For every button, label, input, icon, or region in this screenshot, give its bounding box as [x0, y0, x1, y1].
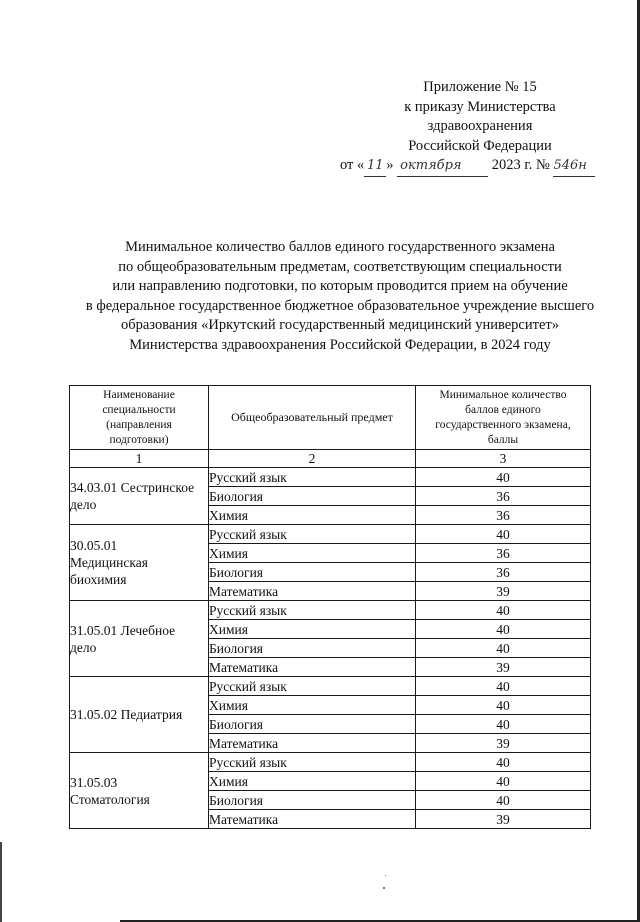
specialty-cell: 31.05.01 Лечебное дело — [70, 601, 209, 677]
header-min-score: Минимальное количество баллов единого государственного экзамена, баллы — [416, 386, 591, 450]
score-cell: 40 — [416, 468, 591, 487]
subject-cell: Биология — [209, 791, 416, 810]
subject-cell: Биология — [209, 487, 416, 506]
subject-cell: Математика — [209, 582, 416, 601]
score-cell: 40 — [416, 525, 591, 544]
date-prefix: от « — [340, 157, 365, 173]
score-cell: 40 — [416, 791, 591, 810]
appendix-federation: Российской Федерации — [408, 137, 552, 154]
column-number: 2 — [209, 450, 416, 468]
subject-cell: Русский язык — [209, 525, 416, 544]
subject-cell: Биология — [209, 715, 416, 734]
scan-speck — [385, 875, 386, 876]
subject-cell: Химия — [209, 772, 416, 791]
table-row — [70, 525, 591, 544]
date-mid: » — [386, 157, 394, 173]
subject-cell: Математика — [209, 734, 416, 753]
score-cell: 40 — [416, 696, 591, 715]
header-subject: Общеобразовательный предмет — [209, 386, 416, 450]
subject-cell: Русский язык — [209, 601, 416, 620]
title-line: Министерства здравоохранения Российской Федерации, в 2024 году — [129, 336, 551, 353]
specialty-cell: 31.05.03 Стоматология — [70, 753, 209, 829]
header-row — [70, 386, 591, 450]
subject-cell: Русский язык — [209, 468, 416, 487]
score-cell: 36 — [416, 563, 591, 582]
appendix-ministry: здравоохранения — [427, 118, 533, 134]
table-row — [70, 753, 591, 772]
score-cell: 40 — [416, 753, 591, 772]
handwritten-day: 11 — [364, 156, 386, 177]
score-cell: 40 — [416, 677, 591, 696]
title-line: образования «Иркутский государственный медицинский университет» — [120, 317, 559, 333]
table-row — [70, 601, 591, 620]
subject-cell: Математика — [209, 658, 416, 677]
order-date-line — [330, 156, 630, 177]
column-number-row — [70, 450, 591, 468]
table-row — [70, 677, 591, 696]
score-cell: 40 — [416, 715, 591, 734]
subject-cell: Математика — [209, 810, 416, 829]
score-cell: 40 — [416, 772, 591, 791]
subject-cell: Русский язык — [209, 677, 416, 696]
subject-cell: Химия — [209, 696, 416, 715]
scan-speck — [383, 887, 385, 889]
subject-cell: Русский язык — [209, 753, 416, 772]
score-cell: 40 — [416, 620, 591, 639]
subject-cell: Химия — [209, 544, 416, 563]
appendix-order-ref: к приказу Министерства — [404, 98, 556, 115]
document-title — [40, 238, 640, 355]
specialty-cell: 31.05.02 Педиатрия — [70, 677, 209, 753]
column-number: 3 — [416, 450, 591, 468]
score-cell: 39 — [416, 810, 591, 829]
subject-cell: Химия — [209, 506, 416, 525]
appendix-header — [330, 78, 630, 177]
scores-table — [69, 385, 591, 829]
subject-cell: Биология — [209, 563, 416, 582]
year-text: 2023 г. № — [491, 157, 550, 173]
score-cell: 39 — [416, 734, 591, 753]
handwritten-month: октября — [397, 156, 488, 177]
title-line: Минимальное количество баллов единого государственного экзамена — [125, 239, 555, 255]
score-cell: 36 — [416, 544, 591, 563]
header-specialty: Наименование специальности (направления подготовки) — [70, 386, 209, 450]
title-line: в федеральное государственное бюджетное образовательное учреждение высшего — [85, 297, 595, 314]
handwritten-order-number: 546н — [553, 156, 595, 177]
specialty-cell: 30.05.01 Медицинская биохимия — [70, 525, 209, 601]
title-line: или направлению подготовки, по которым проводится прием на обучение — [112, 278, 568, 294]
subject-cell: Химия — [209, 620, 416, 639]
score-cell: 39 — [416, 658, 591, 677]
score-cell: 40 — [416, 601, 591, 620]
score-cell: 36 — [416, 506, 591, 525]
score-cell: 39 — [416, 582, 591, 601]
table-row — [70, 468, 591, 487]
score-cell: 40 — [416, 639, 591, 658]
subject-cell: Биология — [209, 639, 416, 658]
score-cell: 36 — [416, 487, 591, 506]
title-line: по общеобразовательным предметам, соответствующим специальности — [118, 258, 562, 275]
column-number: 1 — [70, 450, 209, 468]
appendix-number: Приложение № 15 — [423, 79, 537, 95]
specialty-cell: 34.03.01 Сестринское дело — [70, 468, 209, 525]
scan-edge-left — [0, 842, 2, 922]
